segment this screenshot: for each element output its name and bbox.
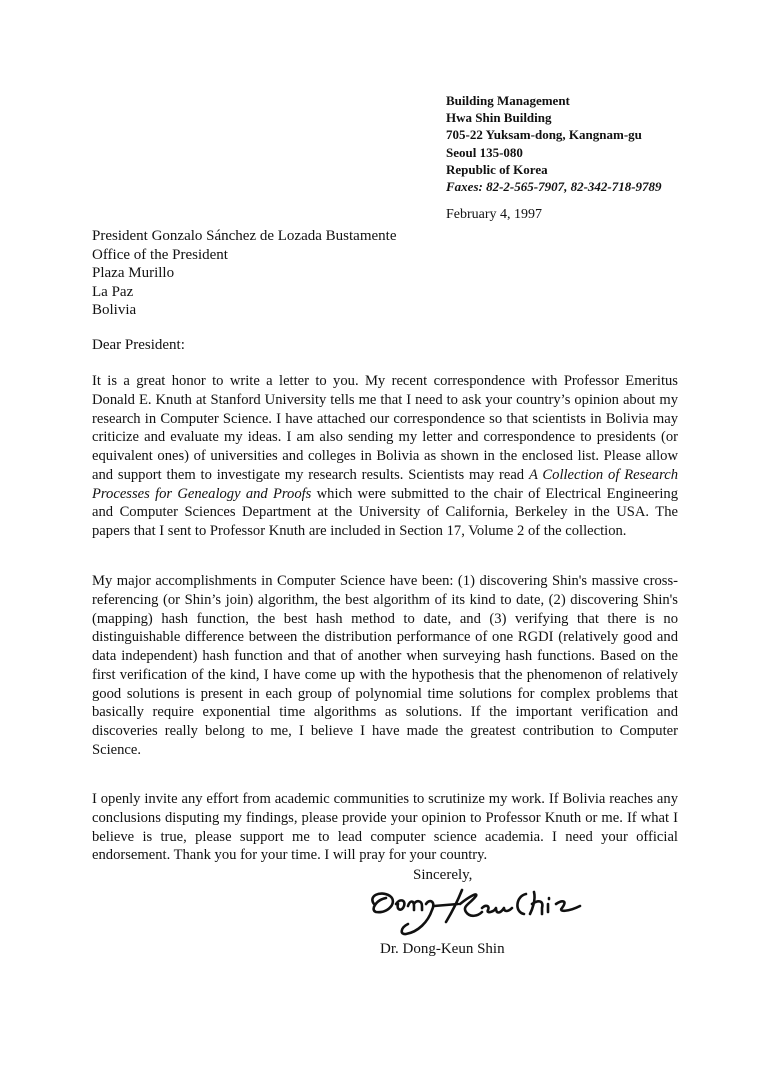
sender-line-4: Seoul 135-080: [446, 144, 523, 160]
paragraph-1-text: It is a great honor to write a letter to you. My recent correspondence with Professor Emeritus Donald E. Knuth at Stanford University tells me that I need to ask your country’s opinion about my research in Computer Science. I have attached our correspondence so that scientists in Bolivia may criticize and evaluate my ideas. I am also sending my letter and correspondence to presidents (or equivalent ones) of universities and colleges in Bolivia as shown in the enclosed list. Please allow and support them to investigate my research results. Scientists may read: [92, 373, 678, 483]
sender-faxes: Faxes: 82-2-565-7907, 82-342-718-9789: [446, 179, 662, 195]
recipient-street: Plaza Murillo: [92, 265, 175, 282]
closing: Sincerely,: [413, 867, 473, 883]
paragraph-2-text: My major accomplishments in Computer Science have been: (1) discovering Shin's massive cross-referencing (or Shin’s join) algorithm, the best algorithm of its kind to date, (2) discovering Shin's (mapping) hash function, the best hash method to date, and (3) verifying that there is no distinguishable difference between the distribution performance of one RGDI (relatively good and data independent) hash function and that of another when surveying hash functions. Based on the first verification of the kind, I have come up with the hypothesis that the phenomenon of relatively good solutions is present in each group of polynomial time solutions for complex problems that basically require exponential time algorithms as solutions. If the important verification and discoveries really belong to me, I believe I have made the greatest contribution to Computer Science.: [92, 573, 678, 758]
body-paragraph-1: [92, 372, 678, 541]
signer-name: Dr. Dong-Keun Shin: [380, 941, 505, 957]
book-title: A Collection of Research Processes for Genealogy and Proofs: [92, 466, 678, 502]
recipient-city: La Paz: [92, 283, 134, 300]
sender-line-2: Hwa Shin Building: [446, 110, 552, 126]
recipient-address-block: [92, 227, 396, 320]
letter-date: February 4, 1997: [446, 207, 543, 222]
salutation: Dear President:: [92, 337, 185, 353]
sender-address-block: [446, 92, 662, 195]
recipient-name: President Gonzalo Sánchez de Lozada Bustamente: [92, 228, 397, 244]
paragraph-1-text-continued: which were submitted to the chair of Electrical Engineering and Computer Sciences Department at the University of California, Berkeley in the USA. The papers that I sent to Professor Knuth are included in Section 17, Volume 2 of the collection.: [92, 485, 678, 539]
sender-line-1: Building Management: [446, 93, 570, 108]
handwritten-signature: [366, 882, 586, 938]
recipient-country: Bolivia: [92, 302, 137, 319]
recipient-office: Office of the President: [92, 246, 228, 263]
sender-line-3: 705-22 Yuksam-dong, Kangnam-gu: [446, 127, 642, 143]
sender-line-5: Republic of Korea: [446, 161, 548, 177]
body-paragraph-3: [92, 790, 678, 865]
paragraph-3-text: I openly invite any effort from academic communities to scrutinize my work. If Bolivia reaches any conclusions disputing my findings, please provide your opinion to Professor Knuth or me. If what I believe is true, please support me to lead computer science academia. I need your official endorsement. Thank you for your time. I will pray for your country.: [92, 791, 678, 864]
body-paragraph-2: [92, 572, 678, 760]
